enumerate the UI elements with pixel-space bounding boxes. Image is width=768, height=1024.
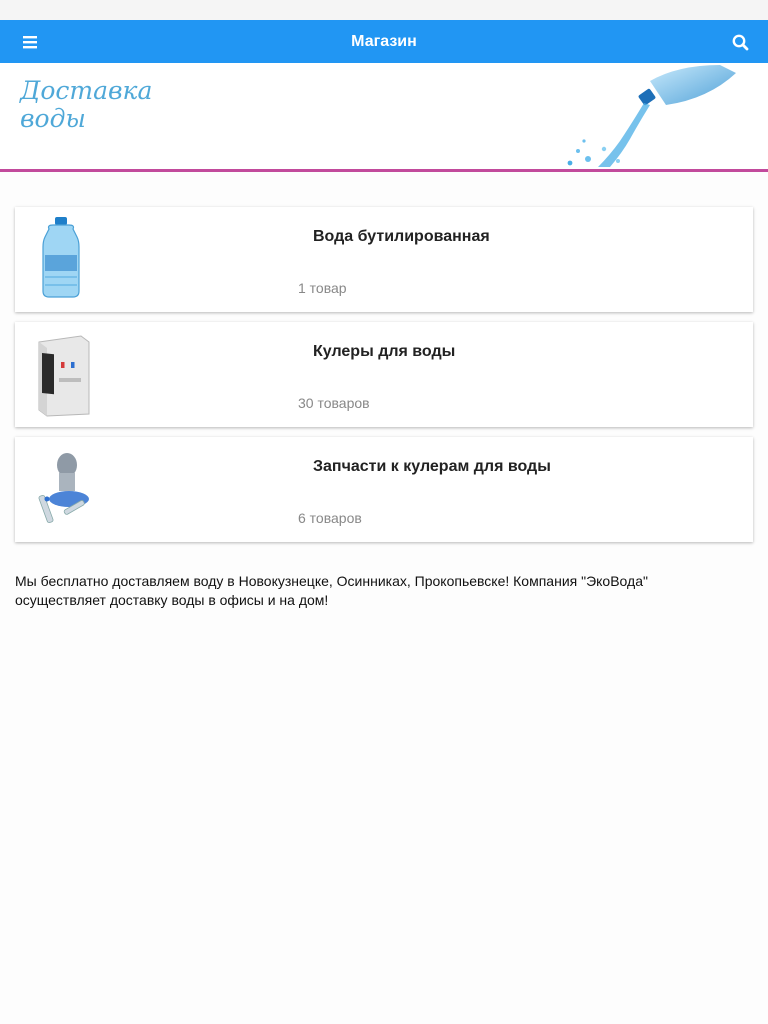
category-title: Кулеры для воды: [313, 343, 456, 360]
delivery-description: Мы бесплатно доставляем воду в Новокузнецке, Осинниках, Прокопьевске! Компания "ЭкоВода" осуществляет доставку воды в офисы и на дом!: [15, 573, 648, 608]
water-cooler-image: [33, 328, 93, 418]
banner-logo-line2: воды: [20, 104, 86, 133]
banner-logo-line1: Доставка: [20, 76, 153, 105]
menu-button[interactable]: [12, 30, 48, 54]
search-icon: [722, 29, 758, 55]
banner-divider: [0, 169, 768, 172]
water-bottle-image: [33, 213, 93, 303]
header-banner: [0, 63, 768, 169]
category-list: [15, 207, 753, 552]
category-count: 30 товаров: [298, 395, 370, 411]
status-bar: [0, 0, 768, 20]
cooler-parts-image: [33, 443, 93, 533]
app-bar: [0, 20, 768, 63]
water-splash-image: [558, 63, 748, 169]
category-item-water-coolers[interactable]: [15, 322, 753, 427]
category-count: 6 товаров: [298, 510, 362, 526]
category-item-cooler-parts[interactable]: [15, 437, 753, 542]
banner-logo: [20, 77, 152, 133]
category-title: Запчасти к кулерам для воды: [313, 458, 551, 475]
menu-icon: [12, 30, 48, 54]
search-button[interactable]: [722, 29, 758, 55]
category-item-bottled-water[interactable]: [15, 207, 753, 312]
category-title: Вода бутилированная: [313, 228, 490, 245]
page-title: Магазин: [351, 33, 417, 50]
category-count: 1 товар: [298, 280, 347, 296]
